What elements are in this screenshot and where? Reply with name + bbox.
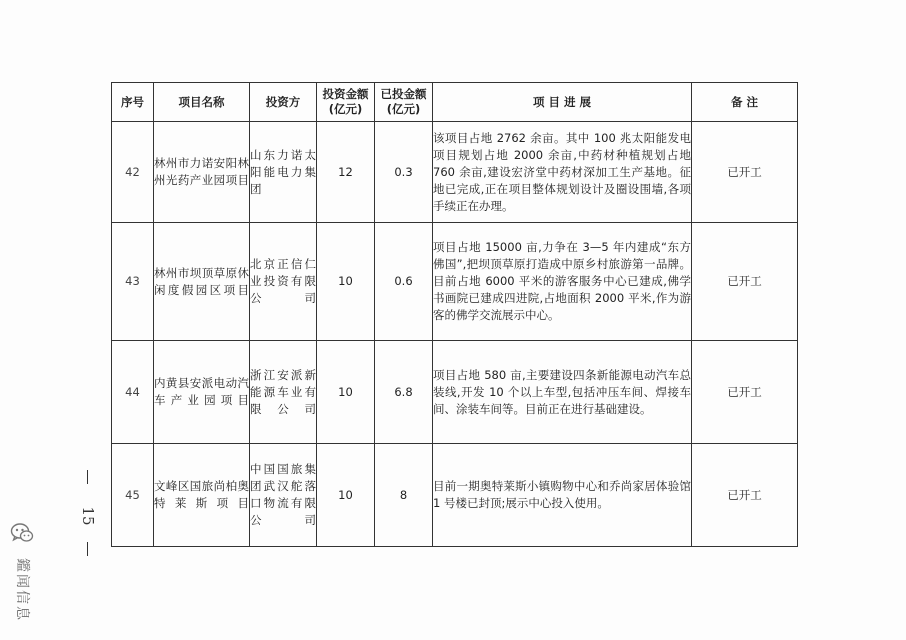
watermark-text: 鑑闻信息 <box>14 558 30 622</box>
row-invested: 8 <box>375 444 433 547</box>
row-progress: 该项目占地 2762 余亩。其中 100 兆太阳能发电项目规划占地 2000 余亩,中药材种植规划占地 760 余亩,建设宏济堂中药材深加工生产基地。征地已完成,正在项目整体规划设计及圈设围墙,各项手续正在办理。 <box>433 122 692 223</box>
row-project-name: 内黄县安派电动汽车产业园项目 <box>154 341 250 444</box>
row-note: 已开工 <box>692 223 798 341</box>
row-investor: 山东力诺太阳能电力集团 <box>250 122 317 223</box>
row-investment: 12 <box>317 122 375 223</box>
header-num: 序号 <box>112 83 154 122</box>
row-invested: 0.6 <box>375 223 433 341</box>
row-investor: 北京正信仁业投资有限公司 <box>250 223 317 341</box>
row-num: 45 <box>112 444 154 547</box>
row-invested: 6.8 <box>375 341 433 444</box>
row-project-name: 林州市力诺安阳林州光药产业园项目 <box>154 122 250 223</box>
project-table <box>111 82 798 547</box>
header-name: 项目名称 <box>154 83 250 122</box>
row-progress: 目前一期奥特莱斯小镇购物中心和乔尚家居体验馆 1 号楼已封顶;展示中心投入使用。 <box>433 444 692 547</box>
watermark <box>2 522 42 632</box>
row-num: 43 <box>112 223 154 341</box>
row-progress: 项目占地 580 亩,主要建设四条新能源电动汽车总装线,开发 10 个以上车型,包括冲压车间、焊接车间、涂装车间等。目前正在进行基础建设。 <box>433 341 692 444</box>
page-number-marker <box>78 468 98 558</box>
row-note: 已开工 <box>692 444 798 547</box>
table-row <box>112 444 798 547</box>
row-investment: 10 <box>317 341 375 444</box>
header-investment-line1: 投资金额 <box>322 87 369 101</box>
header-investment-line2: (亿元) <box>328 102 363 116</box>
row-num: 44 <box>112 341 154 444</box>
row-num: 42 <box>112 122 154 223</box>
header-progress: 项 目 进 展 <box>433 83 692 122</box>
header-investment <box>317 83 375 122</box>
row-project-name: 文峰区国旅尚柏奥特莱斯项目 <box>154 444 250 547</box>
row-investment: 10 <box>317 444 375 547</box>
row-investment: 10 <box>317 223 375 341</box>
header-invested <box>375 83 433 122</box>
row-invested: 0.3 <box>375 122 433 223</box>
header-investor: 投资方 <box>250 83 317 122</box>
table-header-row <box>112 83 798 122</box>
table-row <box>112 223 798 341</box>
page-number: 15 <box>79 506 97 526</box>
wechat-logo-icon <box>10 522 34 544</box>
row-note: 已开工 <box>692 341 798 444</box>
page-number-dash-top <box>87 470 88 484</box>
page-number-dash-bottom <box>87 542 88 556</box>
row-investor: 浙江安派新能源车业有限公司 <box>250 341 317 444</box>
table-row <box>112 122 798 223</box>
row-investor: 中国国旅集团武汉舵落口物流有限公司 <box>250 444 317 547</box>
header-invested-line1: 已投金额 <box>380 87 427 101</box>
header-note: 备 注 <box>692 83 798 122</box>
row-note: 已开工 <box>692 122 798 223</box>
header-invested-line2: (亿元) <box>386 102 421 116</box>
row-progress: 项目占地 15000 亩,力争在 3—5 年内建成“东方佛国”,把坝顶草原打造成中原乡村旅游第一品牌。目前占地 6000 平米的游客服务中心已建成,佛学书画院已建成四进院,占地面积 2000 平米,作为游客的佛学交流展示中心。 <box>433 223 692 341</box>
table-row <box>112 341 798 444</box>
row-project-name: 林州市坝顶草原休闲度假园区项目 <box>154 223 250 341</box>
